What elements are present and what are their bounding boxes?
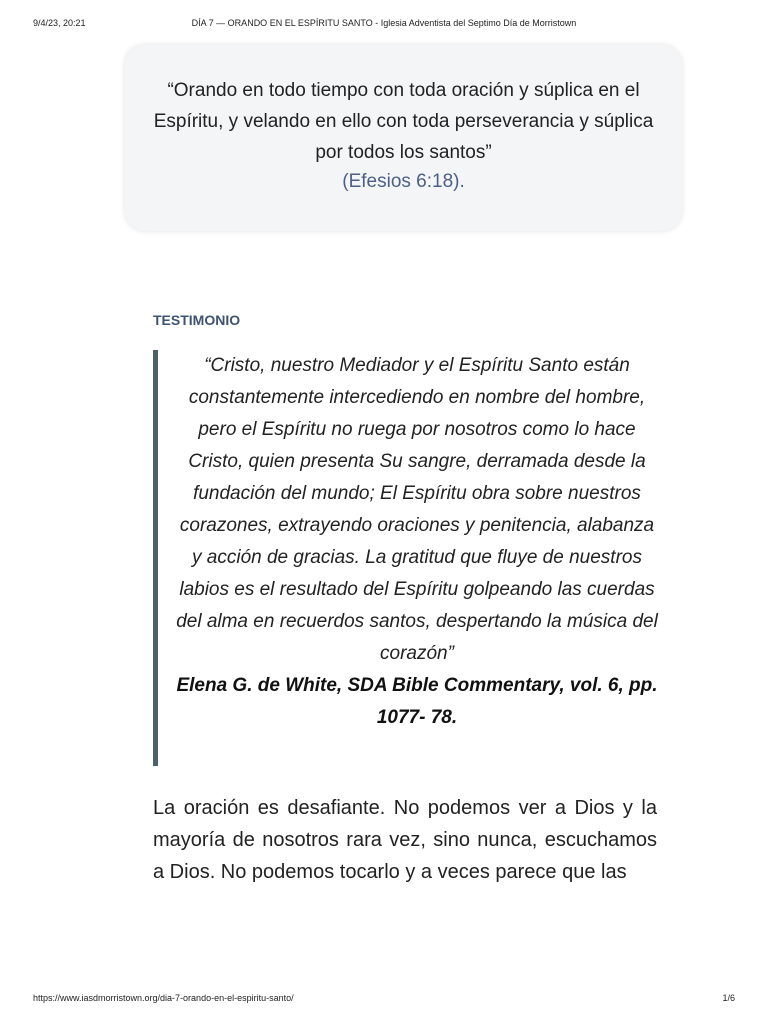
print-date: 9/4/23, 20:21 bbox=[33, 18, 86, 28]
testimony-attribution: Elena G. de White, SDA Bible Commentary, vol. 6, pp. 1077- 78. bbox=[176, 675, 658, 728]
testimony-blockquote bbox=[153, 350, 658, 766]
print-url: https://www.iasdmorristown.org/dia-7-orando-en-el-espiritu-santo/ bbox=[33, 993, 294, 1003]
page-number: 1/6 bbox=[722, 993, 735, 1003]
scripture-quote-card bbox=[125, 45, 682, 231]
print-document-title: DÍA 7 — ORANDO EN EL ESPÍRITU SANTO - Iglesia Adventista del Septimo Día de Morristown bbox=[191, 18, 577, 28]
scripture-verse: “Orando en todo tiempo con toda oración y súplica en el Espíritu, y velando en ello con toda perseverancia y súplica por todos los santos” bbox=[153, 80, 654, 163]
body-paragraph: La oración es desafiante. No podemos ver a Dios y la mayoría de nosotros rara vez, sino nunca, escuchamos a Dios. No podemos tocarlo y a veces parece que las bbox=[153, 797, 657, 883]
testimony-quote-text: “Cristo, nuestro Mediador y el Espíritu Santo están constantemente intercediendo en nombre del hombre, pero el Espíritu no ruega por nosotros como lo hace Cristo, quien presenta Su sangre, derramada desde la fundación del mundo; El Espíritu obra sobre nuestros corazones, extrayendo oraciones y penitencia, alabanza y acción de gracias. La gratitud que fluye de nuestros labios es el resultado del Espíritu golpeando las cuerdas del alma en recuerdos santos, despertando la música del corazón” bbox=[176, 355, 658, 664]
section-label-testimonio: TESTIMONIO bbox=[153, 312, 241, 328]
scripture-reference: (Efesios 6:18). bbox=[342, 171, 465, 192]
